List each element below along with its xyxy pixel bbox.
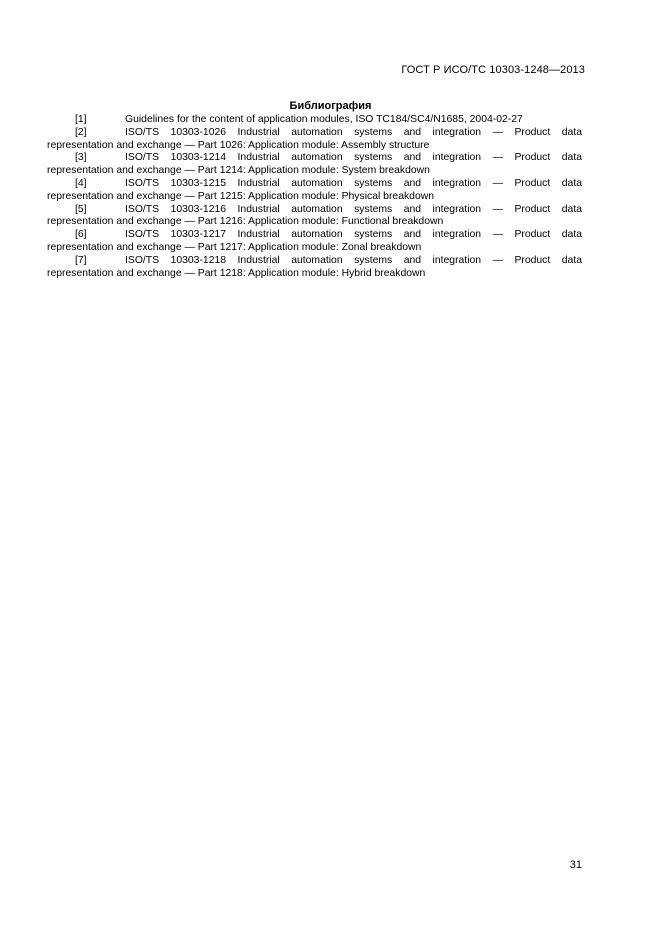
entry-text-line1: ISO/TS 10303-1218 Industrial automation systems and integration — Product data <box>125 254 582 266</box>
document-code-header: ГОСТ Р ИСО/ТС 10303-1248—2013 <box>401 64 585 76</box>
bibliography-entry <box>47 255 582 281</box>
entry-number: [4] <box>75 177 87 189</box>
bibliography-entry <box>47 114 582 127</box>
entry-number: [6] <box>75 229 87 241</box>
bibliography-entry <box>47 229 582 255</box>
bibliography-entry <box>47 127 582 153</box>
bibliography-title: Библиография <box>289 100 372 112</box>
entry-text-line1: ISO/TS 10303-1215 Industrial automation systems and integration — Product data <box>125 177 582 189</box>
entry-text-line2: representation and exchange — Part 1218: Application module: Hybrid breakdown <box>47 267 426 279</box>
entry-text-line2: representation and exchange — Part 1214: Application module: System breakdown <box>47 165 430 177</box>
page-number: 31 <box>569 859 582 871</box>
entry-text-line1: Guidelines for the content of application modules, ISO TC184/SC4/N1685, 2004-02-27 <box>125 114 523 125</box>
entry-number: [3] <box>75 152 87 164</box>
entry-number: [1] <box>75 114 87 125</box>
bibliography-entry <box>47 152 582 178</box>
entry-text-line1: ISO/TS 10303-1217 Industrial automation systems and integration — Product data <box>125 229 582 241</box>
entry-text-line2: representation and exchange — Part 1026: Application module: Assembly structure <box>47 139 430 151</box>
bibliography-list <box>47 114 582 280</box>
bibliography-entry <box>47 178 582 204</box>
entry-number: [7] <box>75 254 87 266</box>
bibliography-entry <box>47 204 582 230</box>
entry-text-line1: ISO/TS 10303-1026 Industrial automation systems and integration — Product data <box>125 126 582 138</box>
entry-text-line2: representation and exchange — Part 1217: Application module: Zonal breakdown <box>47 241 422 253</box>
entry-number: [5] <box>75 203 87 215</box>
entry-text-line2: representation and exchange — Part 1216: Application module: Functional breakdown <box>47 216 444 228</box>
entry-number: [2] <box>75 126 87 138</box>
entry-text-line2: representation and exchange — Part 1215: Application module: Physical breakdown <box>47 190 435 202</box>
entry-text-line1: ISO/TS 10303-1214 Industrial automation systems and integration — Product data <box>125 152 582 164</box>
entry-text-line1: ISO/TS 10303-1216 Industrial automation systems and integration — Product data <box>125 203 582 215</box>
